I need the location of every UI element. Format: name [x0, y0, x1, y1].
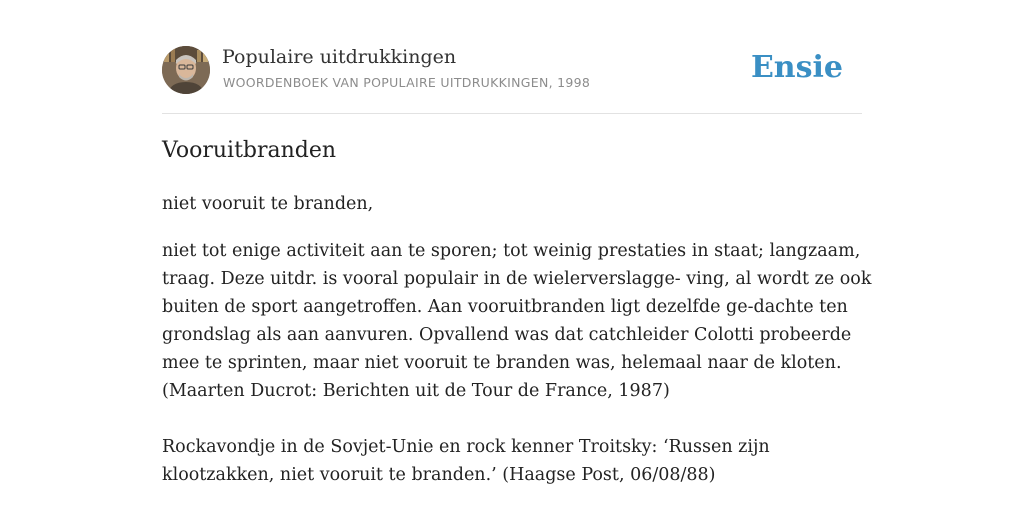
source-header [162, 0, 862, 114]
source-name[interactable]: Populaire uitdrukkingen [222, 46, 457, 68]
lemma-line: niet vooruit te branden, [162, 194, 374, 214]
example-quote: Rockavondje in de Sovjet-Unie en rock kenner Troitsky: ‘Russen zijn klootzakken, niet vooruit te branden.’ (Haagse Post, 06/08/88) [162, 437, 770, 485]
person-portrait-icon [162, 46, 210, 94]
entry-title: Vooruitbranden [162, 138, 337, 163]
brand-logo[interactable]: Ensie [750, 50, 843, 85]
paragraph-spacer [162, 405, 872, 433]
entry-body [162, 190, 872, 489]
source-avatar[interactable] [162, 46, 210, 94]
source-subtitle: WOORDENBOEK VAN POPULAIRE UITDRUKKINGEN, 1998 [223, 75, 591, 90]
entry-card [162, 0, 872, 485]
definition-text: niet tot enige activiteit aan te sporen; tot weinig prestaties in staat; langzaam, traag. Deze uitdr. is vooral populair in de wielerverslagge- ving, al wordt ze ook buiten de sport aangetroffen. Aan vooruitbranden ligt dezelfde ge-dachte ten grondslag als aan aanvuren. Opvallend was dat catchleider Colotti probeerde mee te sprinten, maar niet vooruit te branden was, helemaal naar de kloten. (Maarten Ducrot: Berichten uit de Tour de France, 1987) [162, 241, 872, 401]
